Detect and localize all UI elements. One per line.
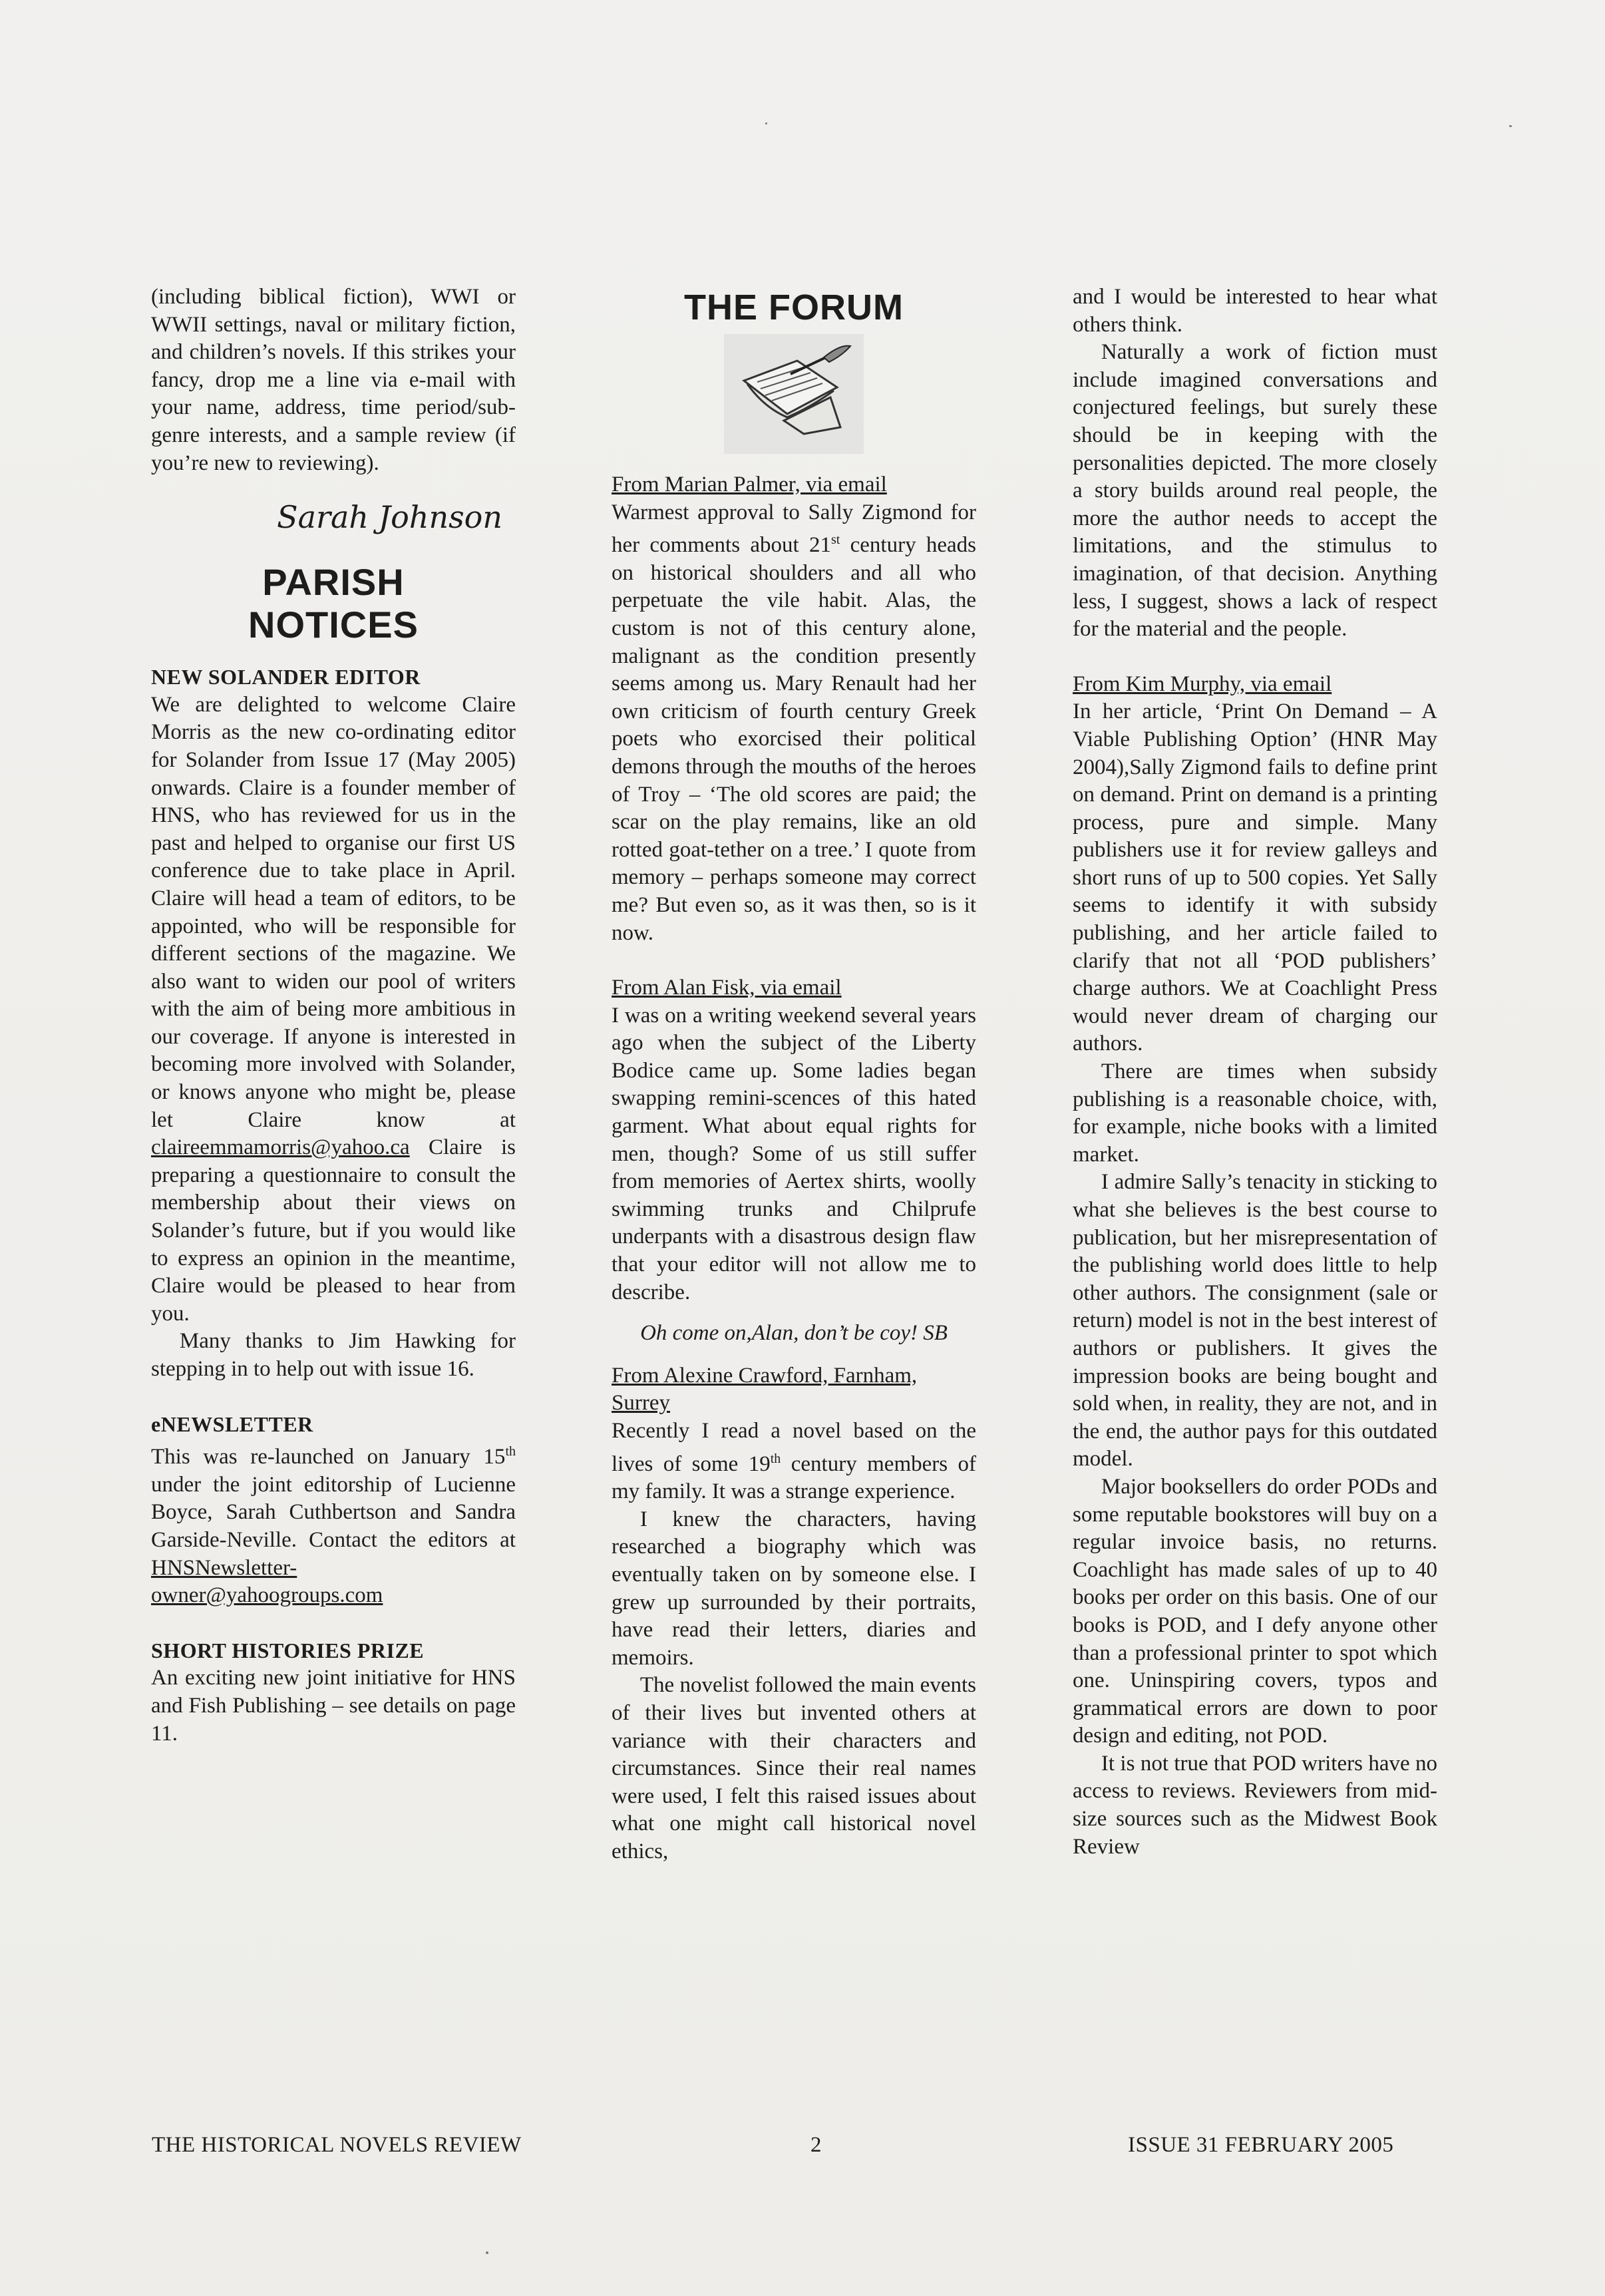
prize-paragraph: An exciting new joint initiative for HNS and Fish Publishing – see details on page 11. — [151, 1666, 516, 1746]
solander-paragraph — [151, 691, 516, 1328]
newsletter-text-a: This was re-launched on January 15 — [151, 1445, 506, 1469]
letter-murphy-p4: Major booksellers do order PODs and some reputable bookstores will buy on a regular invoice basis, no returns. Coachlight has made sales of up to 40 books per order on this basis. One of our books is POD, and I defy anyone other than a professional printer to spot which one. Uninspiring covers, typos and grammatical errors are down to poor design and editing, not POD. — [1073, 1474, 1437, 1748]
reviewer-call-text: (including biblical fiction), WWI or WWII settings, naval or military fiction, and children’s novels. If this strikes your fancy, drop me a line via e-mail with your name, address, time period/sub-genre interests, and a sample review (if you’re new to reviewing). — [151, 285, 516, 475]
solander-email-link[interactable]: claireemmamorris@yahoo.ca — [151, 1135, 410, 1160]
crawford-sup: th — [770, 1451, 781, 1466]
footer-publication-name: THE HISTORICAL NOVELS REVIEW — [152, 2133, 522, 2157]
editor-reply: Oh come on,Alan, don’t be coy! SB — [640, 1321, 948, 1346]
solander-text-b: Claire is preparing a questionnaire to consult the membership about their views on Solander’s future, but if you would like to express an opinion in the meantime, Claire would be pleased to hear from you. — [151, 1135, 516, 1326]
palmer-text-a: Warmest approval to Sally Zigmond for her comments about 21 — [612, 500, 976, 558]
newsletter-heading: eNEWSLETTER — [151, 1412, 313, 1436]
letter-from-palmer: From Marian Palmer, via email — [612, 473, 887, 496]
paper-speck — [765, 122, 767, 124]
newsletter-text-b: under the joint editorship of Lucienne Boyce, Sarah Cuthbertson and Sandra Garside-Neville. Contact the editors at — [151, 1472, 516, 1552]
editor-signature: Sarah Johnson — [277, 499, 502, 536]
footer-page-number: 2 — [810, 2133, 822, 2157]
newsletter-paragraph — [151, 1438, 516, 1610]
letter-crawford-p3: The novelist followed the main events of their lives but invented others at variance with their characters and circumstances. Since their real names were used, I felt this raised issues about what one might call historical novel ethics, — [612, 1673, 976, 1863]
letter-from-murphy: From Kim Murphy, via email — [1073, 671, 1332, 696]
letter-crawford-p2: I knew the characters, having researched a biography which was eventually taken on by someone else. I grew up surrounded by their portraits, have read their letters, diaries and memoirs. — [612, 1507, 976, 1670]
solander-thanks: Many thanks to Jim Hawking for stepping in to help out with issue 16. — [151, 1329, 516, 1381]
letter-murphy-p3: I admire Sally’s tenacity in sticking to what she believes is the best course to publication, but her misrepresentation of the publishing world does little to help other authors. The consignment (sale or return) model is not in the best interest of authors or publishers. It gives the impression books are being bought and sold when, in reality, they are not, and in the end, the author pays for this outdated model. — [1073, 1170, 1437, 1471]
paper-speck — [1509, 125, 1512, 127]
section-title-line-1: PARISH — [262, 561, 405, 604]
letter-crawford-p4: Naturally a work of fiction must include imagined conversations and conjectured feelings, but surely these should be in keeping with the personalities depicted. The more closely a story builds around real people, the more the author needs to accept the limitations, and the stimulus to imagination, of that decision. Anything less, I suggest, shows a lack of respect for the material and the people. — [1073, 340, 1437, 642]
newsletter-email-link[interactable]: HNSNewsletter-owner@yahoogroups.com — [151, 1555, 383, 1608]
letter-crawford-continued: and I would be interested to hear what others think. — [1073, 285, 1437, 337]
quill-and-scroll-icon — [724, 334, 864, 454]
letter-from-crawford: From Alexine Crawford, Farnham, Surrey — [612, 1363, 918, 1416]
newsletter-sup: th — [505, 1444, 516, 1459]
crawford-text-a: Recently I read a novel based on the lives of some 19 — [612, 1419, 976, 1476]
section-title-line-2: NOTICES — [248, 604, 419, 646]
letter-murphy-p2: There are times when subsidy publishing is a reasonable choice, with, for example, niche books with a limited market. — [1073, 1059, 1437, 1167]
solander-text-a: We are delighted to welcome Claire Morris as the new co-ordinating editor for Solander from Issue 17 (May 2005) onwards. Claire is a founder member of HNS, who has reviewed for us in the past and helped to organise our first US conference due to take place in April. Claire will head a team of editors, to be appointed, who will be responsible for different sections of the magazine. We also want to widen our pool of writers with the aim of being more ambitious in our coverage. If anyone is interested in becoming more involved with Solander, or knows anyone who might be, please let Claire know at — [151, 692, 516, 1132]
crawford-text-b: century members of my family. It was a strange experience. — [612, 1451, 977, 1504]
column-right — [1073, 284, 1437, 1861]
palmer-sup: st — [830, 532, 840, 548]
letter-crawford-body — [612, 1418, 976, 1506]
section-title-parish-notices — [151, 561, 516, 646]
letter-fisk-body: I was on a writing weekend several years ago when the subject of the Liberty Bodice came up. Some ladies began swapping remini-scences of this hated garment. What about equal rights for men, though? Some of us still suffer from memories of Aertex shirts, woolly swimming trunks and Chilprufe underpants with a disastrous design flaw that your editor will not allow me to describe. — [612, 1003, 976, 1304]
column-left — [151, 284, 516, 1748]
letter-murphy-p1: In her article, ‘Print On Demand – A Viable Publishing Option’ (HNR May 2004),Sally Zigmond fails to define print on demand. Print on demand is a printing process, pure and simple. Many publishers use it for review galleys and short runs of up to 500 copies. Yet Sally seems to identify it with subsidy publishing, and her article failed to clarify that not all ‘POD publishers’ charge authors. We at Coachlight Press would never dream of charging our authors. — [1073, 699, 1437, 1056]
column-middle — [612, 284, 976, 1866]
forum-title: THE FORUM — [684, 287, 904, 327]
solander-heading: NEW SOLANDER EDITOR — [151, 665, 421, 689]
palmer-text-b: century heads on historical shoulders and all who perpetuate the vile habit. Alas, the custom is not of this century alone, malignant as the condition presently seems among us. Mary Renault had her own criticism of fourth century Greek poets who exorcised their political demons through the mouths of the heroes of Troy – ‘The old scores are paid; the scar on the play remains, like an old rotted goat-tether on a tree.’ I quote from memory – perhaps someone may correct me? But even so, as it was then, so is it now. — [612, 533, 977, 945]
footer-issue: ISSUE 31 FEBRUARY 2005 — [1128, 2133, 1394, 2157]
letter-palmer-body — [612, 499, 976, 948]
letter-murphy-p5: It is not true that POD writers have no access to reviews. Reviewers from mid-size sources such as the Midwest Book Review — [1073, 1751, 1437, 1859]
prize-heading: SHORT HISTORIES PRIZE — [151, 1638, 425, 1662]
letter-from-fisk: From Alan Fisk, via email — [612, 976, 842, 1000]
paper-speck — [486, 2251, 488, 2254]
